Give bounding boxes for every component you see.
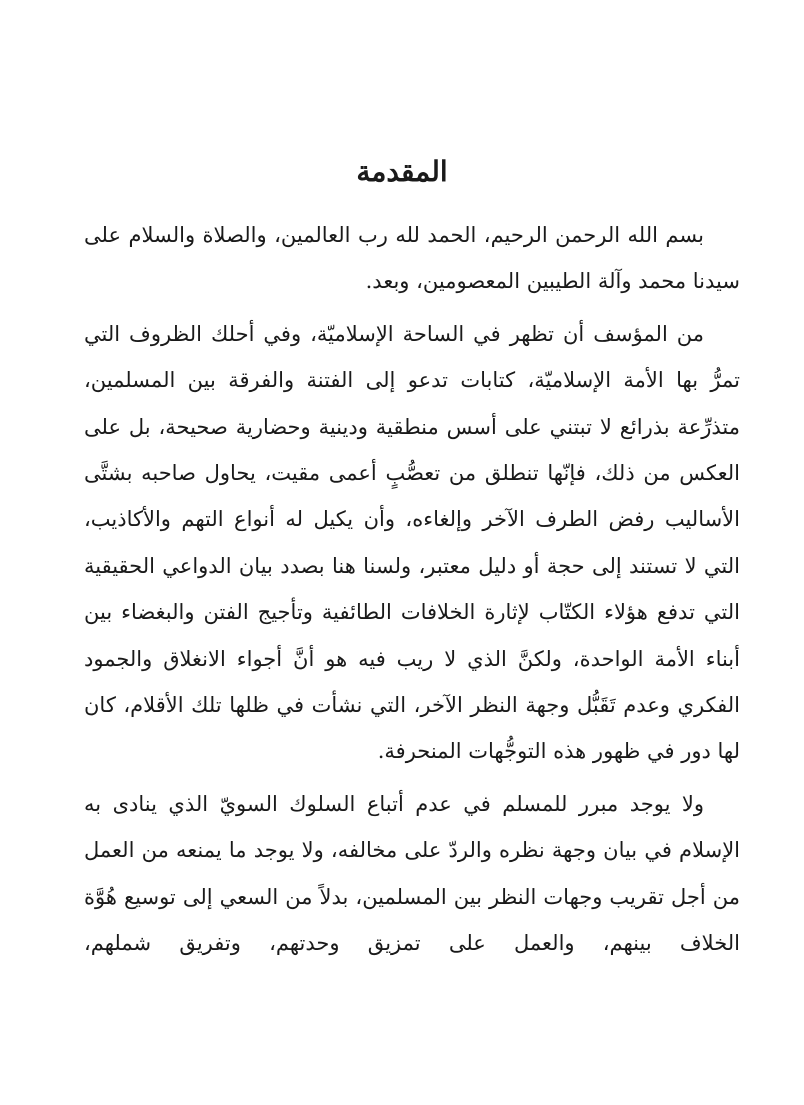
body-text	[84, 212, 740, 973]
page-title: المقدمة	[356, 155, 448, 188]
paragraph-main: من المؤسف أن تظهر في الساحة الإسلاميّة، وفي أحلك الظروف التي تمرُّ بها الأمة الإسلاميّة، كتابات تدعو إلى الفتنة والفرقة بين المسلمين، متذرِّعة بذرائع لا تبتني على أسس منطقية ودينية وحضارية صحيحة، بل على العكس من ذلك، فإنّها تنطلق من تعصُّبٍ أعمى مقيت، يحاول صاحبه بشتَّى الأساليب رفض الطرف الآخر وإلغاءه، وأن يكيل له أنواع التهم والأكاذيب، التي لا تستند إلى حجة أو دليل معتبر، ولسنا هنا بصدد بيان الدواعي الحقيقية التي تدفع هؤلاء الكتّاب لإثارة الخلافات الطائفية وتأجيج الفتن والبغضاء بين أبناء الأمة الواحدة، ولكنَّ الذي لا ريب فيه هو أنَّ أجواء الانغلاق والجمود الفكري وعدم تَقَبُّل وجهة النظر الآخر، التي نشأت في ظلها تلك الأقلام، كان لها دور في ظهور هذه التوجُّهات المنحرفة.	[84, 321, 740, 764]
paragraph-opening: بسم الله الرحمن الرحيم، الحمد لله رب العالمين، والصلاة والسلام على سيدنا محمد وآلة الطيبين المعصومين، وبعد.	[84, 223, 740, 294]
paragraph-continued: ولا يوجد مبرر للمسلم في عدم أتباع السلوك السويّ الذي ينادى به الإسلام في بيان وجهة نظره والردّ على مخالفه، ولا يوجد ما يمنعه من العمل من أجل تقريب وجهات النظر بين المسلمين، بدلاً من السعي إلى توسيع هُوَّة الخلاف بينهم، والعمل على تمزيق وحدتهم، وتفريق شملهم،	[84, 791, 740, 956]
